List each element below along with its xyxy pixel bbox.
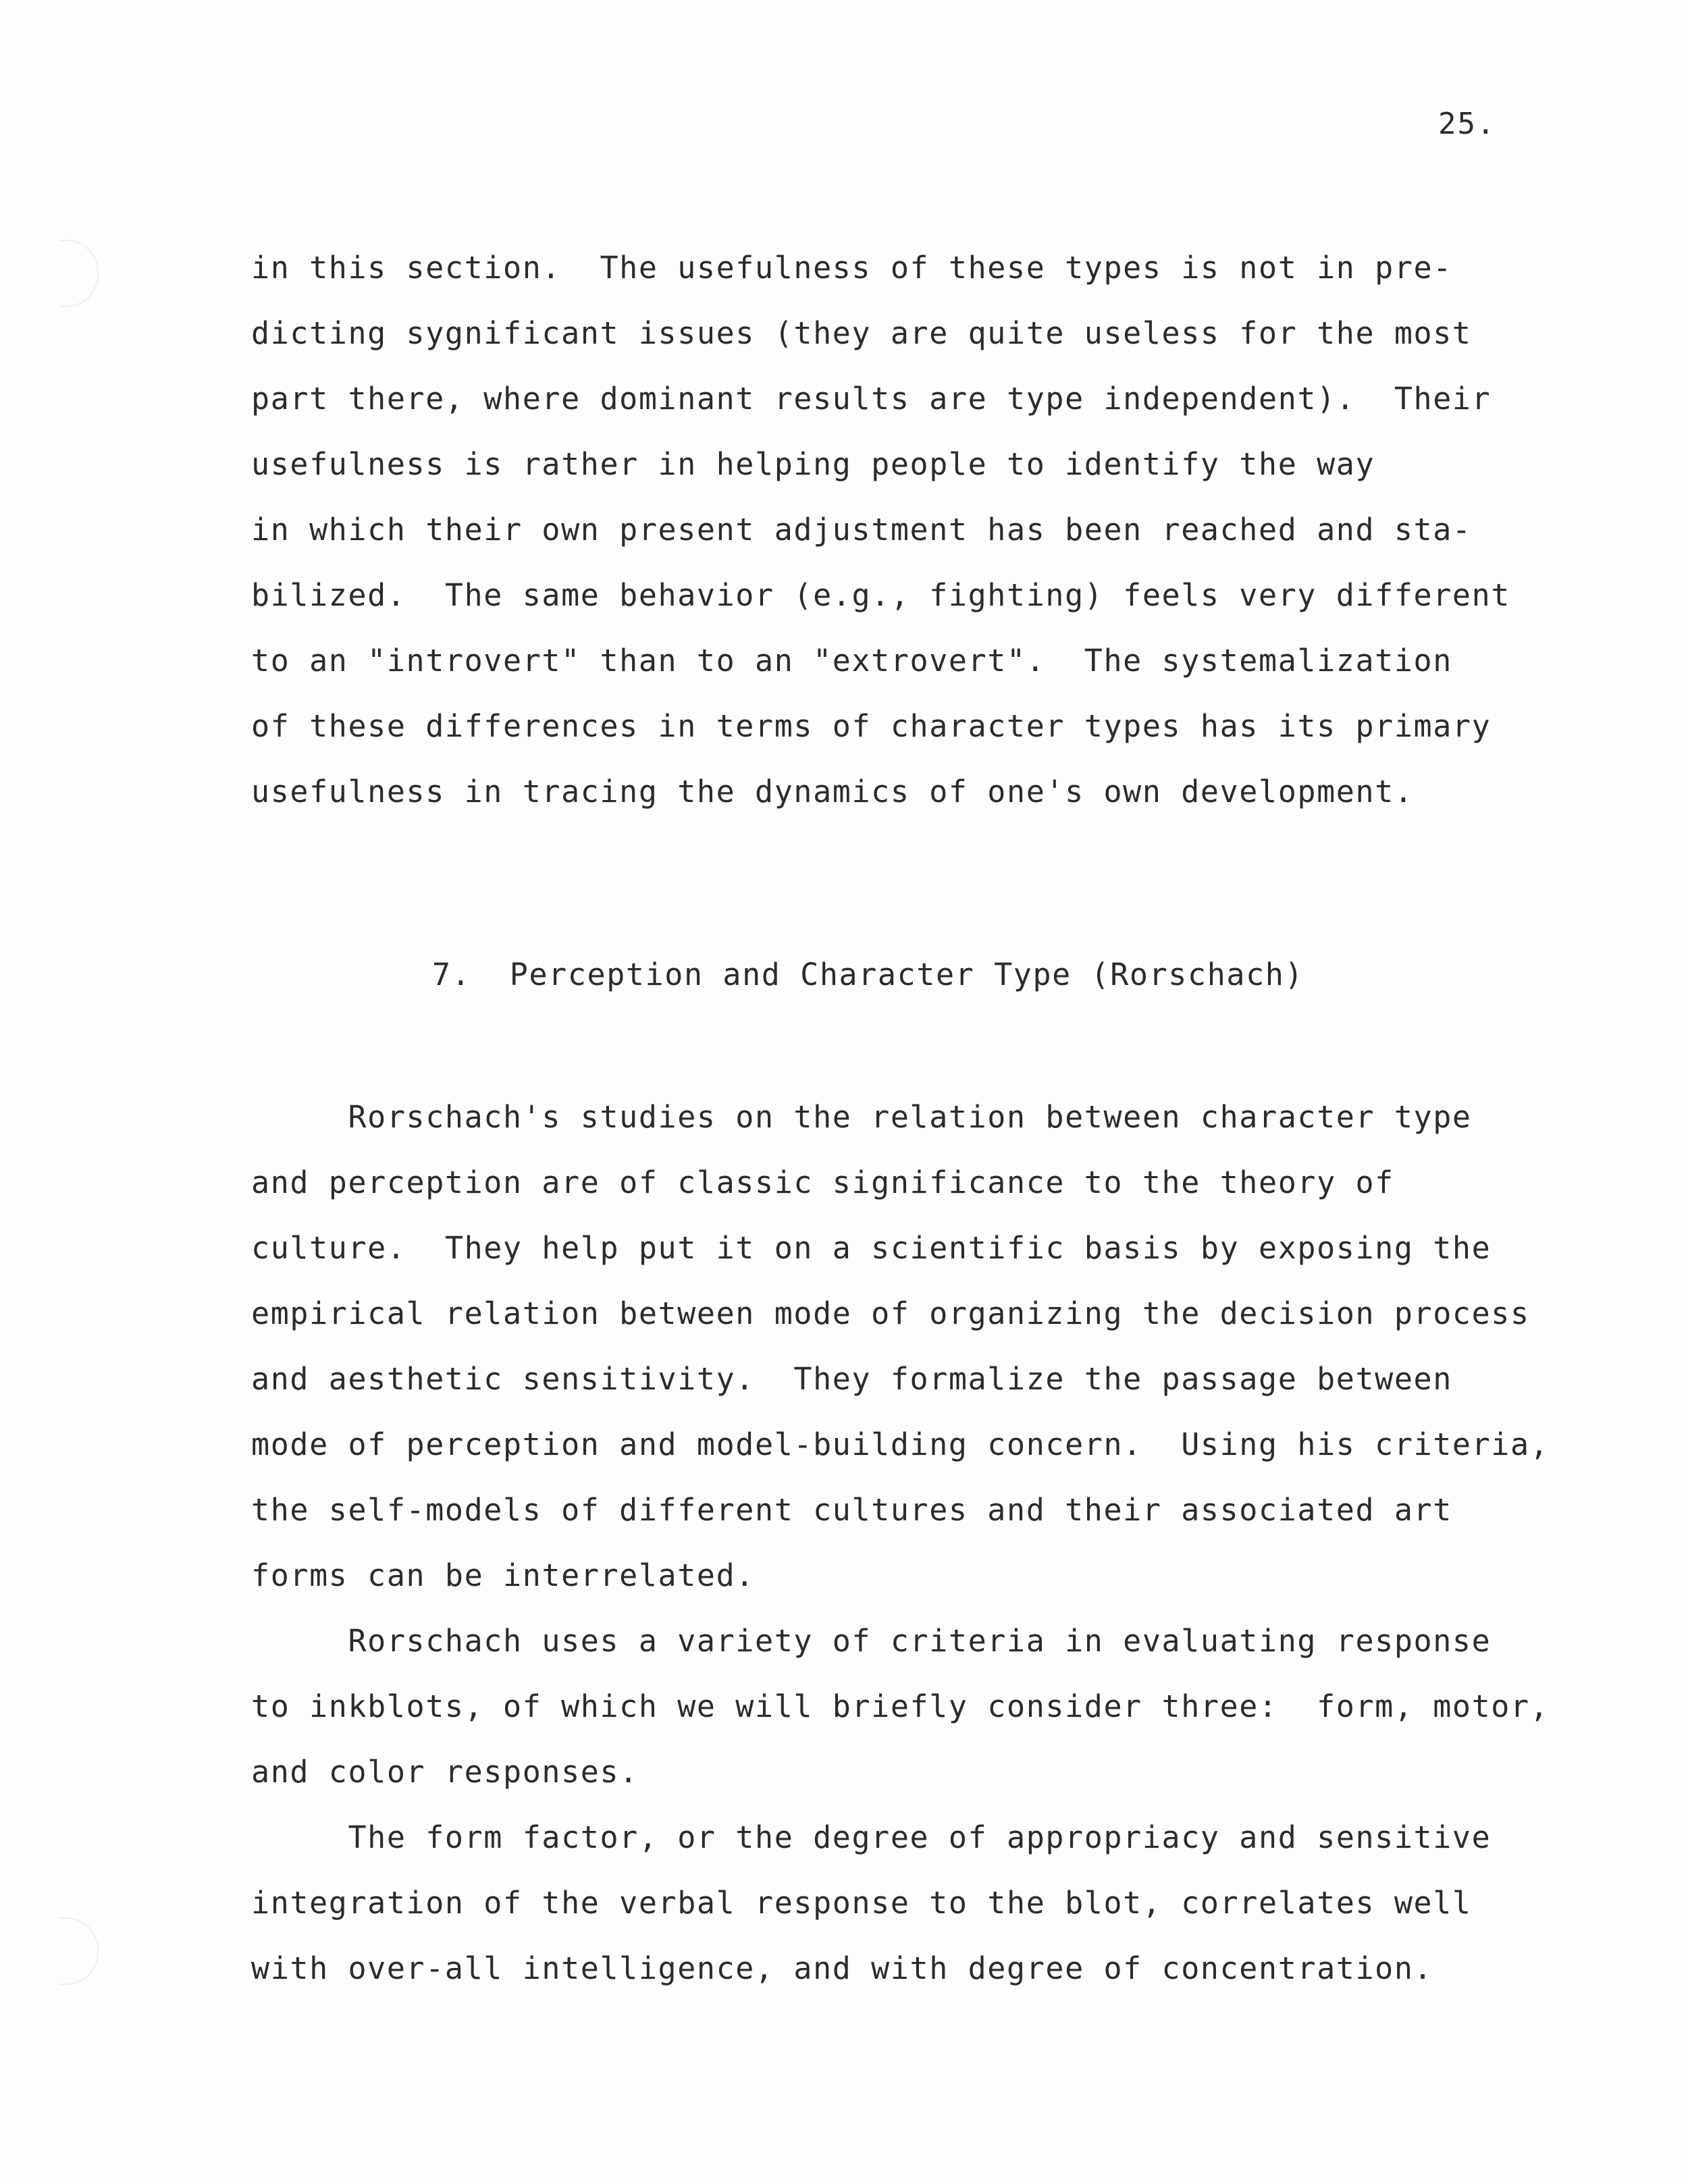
text-line: usefulness in tracing the dynamics of one's own development. [251,774,1414,809]
text-line: bilized. The same behavior (e.g., fighting) feels very different [251,577,1510,613]
text-line: of these differences in terms of character types has its primary [251,708,1492,744]
text-line: integration of the verbal response to the blot, correlates well [251,1885,1472,1921]
text-line: and aesthetic sensitivity. They formalize the passage between [251,1361,1452,1397]
text-line: Rorschach uses a variety of criteria in evaluating response [251,1623,1492,1659]
text-line: with over-all intelligence, and with degree of concentration. [251,1950,1433,1986]
text-line: and perception are of classic significance to the theory of [251,1165,1394,1200]
text-line: usefulness is rather in helping people to identify the way [251,446,1375,482]
punch-hole-mark [59,1917,99,1985]
text-line: mode of perception and model-building concern. Using his criteria, [251,1427,1550,1462]
text-line: to inkblots, of which we will briefly consider three: form, motor, [251,1688,1550,1724]
text-line: the self-models of different cultures and their associated art [251,1492,1452,1528]
text-line: to an "introvert" than to an "extrovert". The systemalization [251,643,1452,678]
continuation-paragraph [251,235,1595,824]
text-line: forms can be interrelated. [251,1557,755,1593]
text-line: The form factor, or the degree of appropriacy and sensitive [251,1819,1492,1855]
text-line: Rorschach's studies on the relation between character type [251,1099,1472,1135]
page-number: 25. [1438,107,1496,141]
text-line: dicting sygnificant issues (they are quite useless for the most [251,315,1472,351]
text-line: empirical relation between mode of organizing the decision process [251,1296,1530,1331]
section-heading: 7. Perception and Character Type (Rorschach) [432,957,1304,992]
text-line: culture. They help put it on a scientific basis by exposing the [251,1230,1492,1266]
punch-hole-mark [59,240,99,307]
section-body [251,1084,1595,2001]
text-line: part there, where dominant results are type independent). Their [251,381,1492,417]
text-line: in this section. The usefulness of these types is not in pre- [251,250,1452,286]
text-line: and color responses. [251,1754,639,1790]
text-line: in which their own present adjustment has been reached and sta- [251,512,1472,548]
